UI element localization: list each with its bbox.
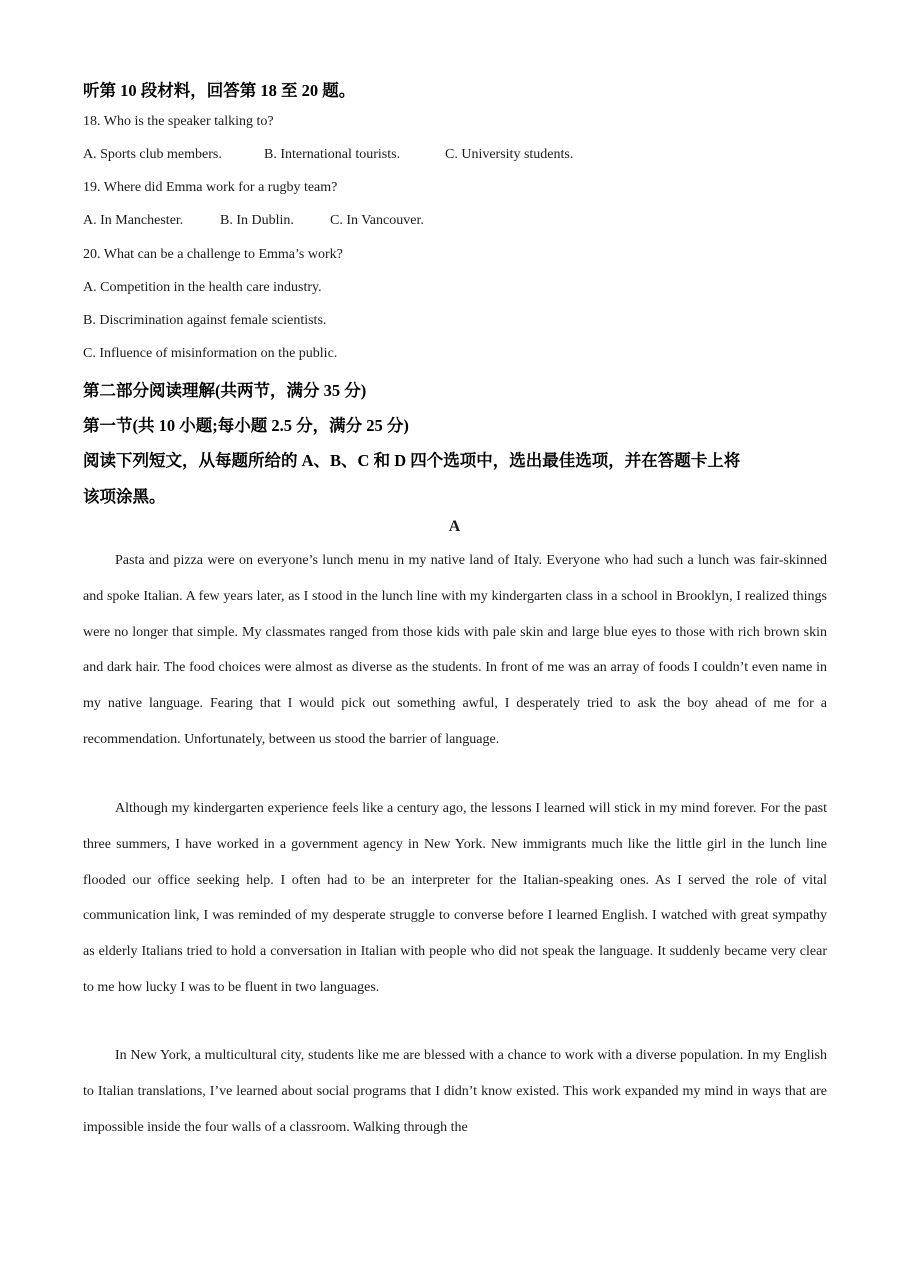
passage-paragraph-3: In New York, a multicultural city, students like me are blessed with a chance to work with a diverse population. In my English to Italian translations, I’ve learned about social programs that I didn’t know existed. This work expanded my mind in ways that are impossible inside the four walls of a classroom. Walking through the [83, 1048, 827, 1135]
passage-paragraph-2: Although my kindergarten experience feels like a century ago, the lessons I learned will stick in my mind forever. For the past three summers, I have worked in a government agency in New York. New immigrants much like the little girl in the lunch line flooded our office seeking help. I often had to be an interpreter for the Italian-speaking ones. As I served the role of vital communication link, I was reminded of my desperate struggle to converse before I learned English. I watched with great sympathy as elderly Italians tried to hold a conversation in Italian with people who did not speak the language. It suddenly became very clear to me how lucky I was to be fluent in two languages. [83, 801, 827, 995]
question-18-stem: 18. Who is the speaker talking to? [83, 114, 274, 129]
question-18-options [83, 147, 573, 163]
question-20-stem: 20. What can be a challenge to Emma’s work? [83, 247, 343, 262]
option-a: A. In Manchester. [83, 213, 184, 228]
option-a: A. Sports club members. [83, 147, 222, 162]
question-20-option-c: C. Influence of misinformation on the public. [83, 346, 338, 361]
question-19-options [83, 213, 424, 229]
option-b: B. In Dublin. [220, 213, 294, 228]
option-c: C. University students. [445, 147, 574, 162]
part2-title: 第二部分阅读理解(共两节，满分 35 分) [83, 381, 367, 400]
passage-paragraph-1: Pasta and pizza were on everyone’s lunch menu in my native land of Italy. Everyone who had such a lunch was fair-skinned and spoke Italian. A few years later, as I stood in the lunch line with my kindergarten class in a school in Brooklyn, I realized things were no longer that simple. My classmates ranged from those kids with pale skin and large blue eyes to those with rich brown skin and dark hair. The food choices were almost as diverse as the students. In front of me was an array of foods I couldn’t even name in my native language. Fearing that I would pick out something awful, I desperately tried to ask the boy ahead of me for a recommendation. Unfortunately, between us stood the barrier of language. [83, 553, 827, 747]
listening-section-intro: 听第 10 段材料，回答第 18 至 20 题。 [83, 81, 356, 100]
option-b: B. International tourists. [264, 147, 401, 162]
option-c: C. In Vancouver. [330, 213, 424, 228]
instruction-line-1: 阅读下列短文，从每题所给的 A、B、C 和 D 四个选项中，选出最佳选项，并在答题卡上将 [83, 451, 741, 470]
question-19-stem: 19. Where did Emma work for a rugby team? [83, 180, 338, 195]
instruction-line-2: 该项涂黑。 [83, 487, 166, 506]
question-20-option-a: A. Competition in the health care industry. [83, 280, 322, 295]
section1-title: 第一节(共 10 小题;每小题 2.5 分，满分 25 分) [83, 416, 409, 435]
passage-title: A [448, 518, 461, 535]
question-20-option-b: B. Discrimination against female scientists. [83, 313, 327, 328]
